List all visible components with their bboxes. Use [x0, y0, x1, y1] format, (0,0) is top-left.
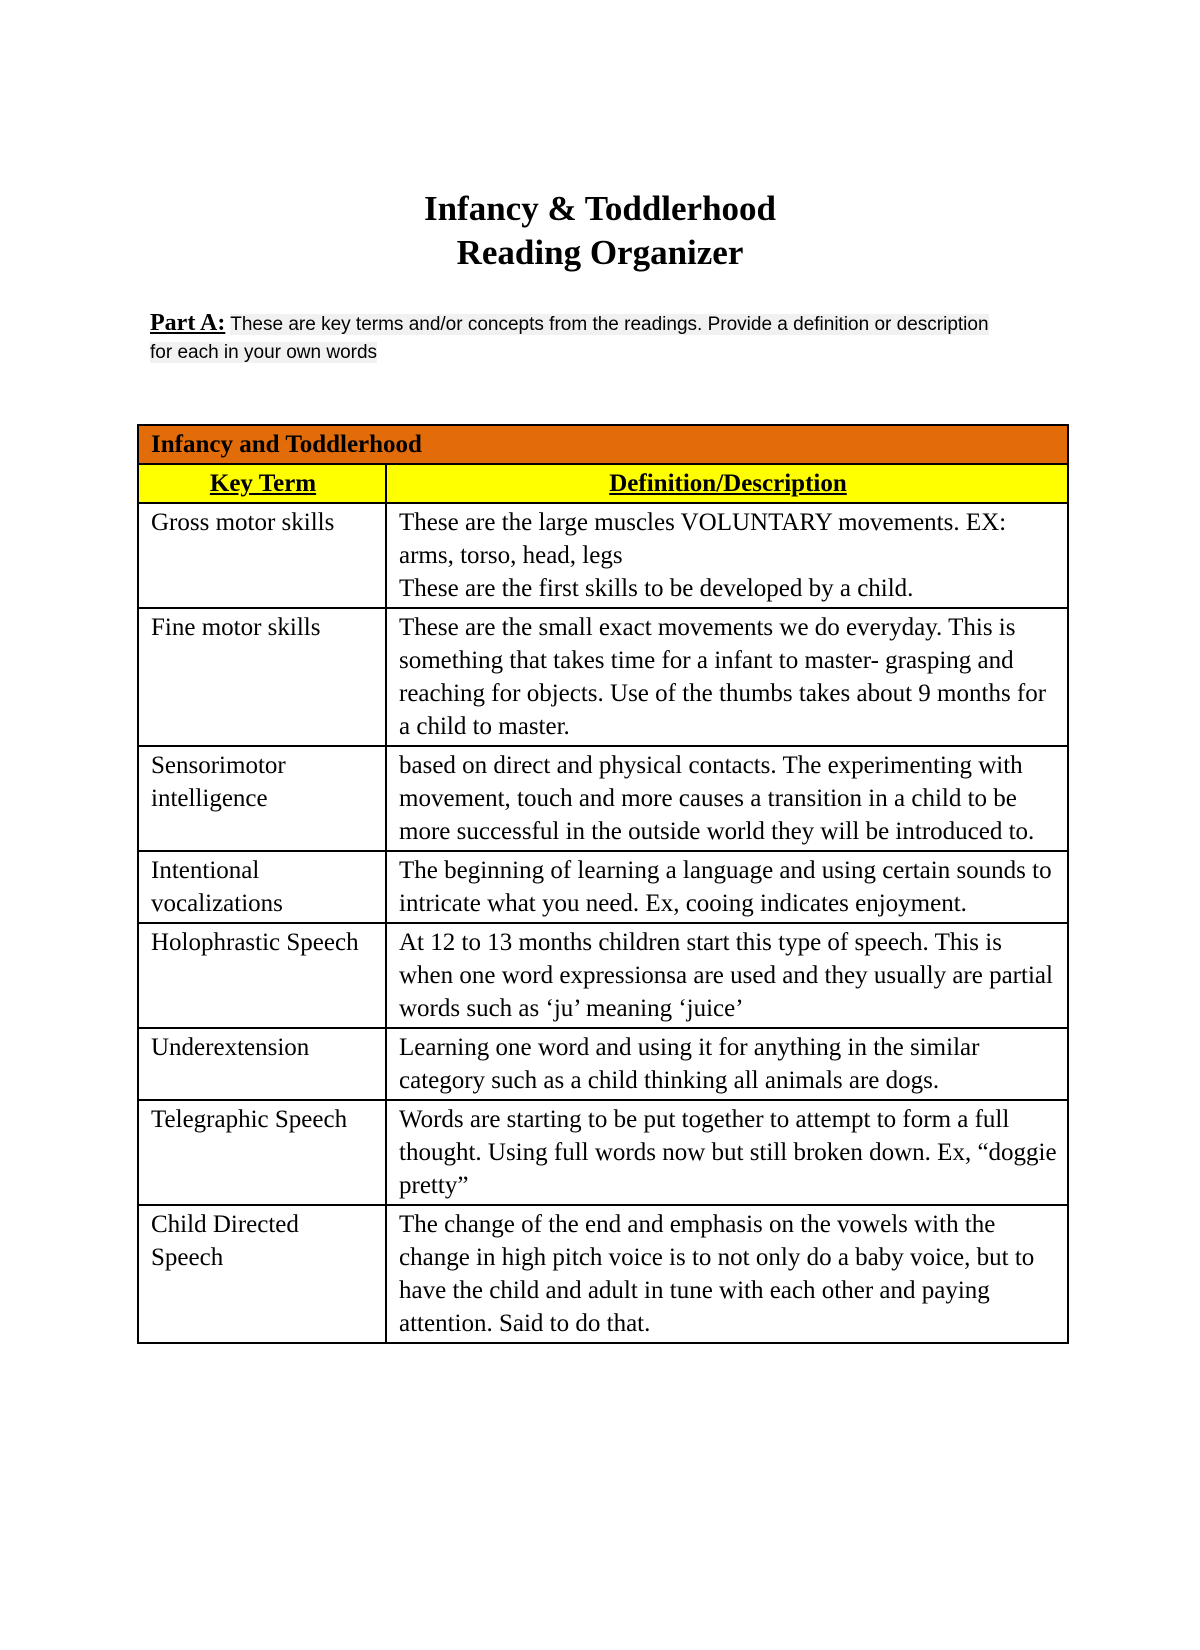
column-header-term: Key Term	[138, 464, 386, 503]
definition-cell: These are the large muscles VOLUNTARY movements. EX: arms, torso, head, legs These are the first skills to be developed by a child.	[386, 503, 1068, 608]
key-term-cell: Underextension	[138, 1028, 386, 1100]
column-header-row	[138, 464, 1068, 503]
key-term-cell: Fine motor skills	[138, 608, 386, 746]
table-row	[138, 923, 1068, 1028]
table-row	[138, 608, 1068, 746]
table-row	[138, 1100, 1068, 1205]
definition-cell: Words are starting to be put together to attempt to form a full thought. Using full words now but still broken down. Ex, “doggie pretty”	[386, 1100, 1068, 1205]
definition-cell: At 12 to 13 months children start this type of speech. This is when one word expressionsa are used and they usually are partial words such as ‘ju’ meaning ‘juice’	[386, 923, 1068, 1028]
definition-cell: based on direct and physical contacts. The experimenting with movement, touch and more causes a transition in a child to be more successful in the outside world they will be introduced to.	[386, 746, 1068, 851]
definition-cell: The beginning of learning a language and using certain sounds to intricate what you need. Ex, cooing indicates enjoyment.	[386, 851, 1068, 923]
table-row	[138, 851, 1068, 923]
title-line-1: Infancy & Toddlerhood	[423, 189, 777, 228]
section-title: Infancy and Toddlerhood	[138, 425, 1068, 464]
table-row	[138, 746, 1068, 851]
table-row	[138, 1028, 1068, 1100]
definition-cell: These are the small exact movements we do everyday. This is something that takes time for a infant to master- grasping and reaching for objects. Use of the thumbs takes about 9 months for a child to master.	[386, 608, 1068, 746]
part-a-label: Part A:	[150, 310, 226, 336]
definition-cell: The change of the end and emphasis on the vowels with the change in high pitch voice is to not only do a baby voice, but to have the child and adult in tune with each other and paying attention. Said to do that.	[386, 1205, 1068, 1343]
key-term-cell: Holophrastic Speech	[138, 923, 386, 1028]
table-row	[138, 503, 1068, 608]
key-term-cell: Sensorimotor intelligence	[138, 746, 386, 851]
column-header-definition: Definition/Description	[386, 464, 1068, 503]
key-term-cell: Child Directed Speech	[138, 1205, 386, 1343]
part-a-text: These are key terms and/or concepts from the readings. Provide a definition or description for each in your own words	[150, 314, 989, 363]
definition-cell: Learning one word and using it for anything in the similar category such as a child thinking all animals are dogs.	[386, 1028, 1068, 1100]
key-term-cell: Telegraphic Speech	[138, 1100, 386, 1205]
key-term-cell: Gross motor skills	[138, 503, 386, 608]
page-title	[0, 187, 1200, 275]
section-header-row	[138, 425, 1068, 464]
table-row	[138, 1205, 1068, 1343]
part-a-instructions	[150, 309, 990, 367]
organizer-table	[137, 424, 1069, 1344]
title-line-2: Reading Organizer	[456, 233, 744, 272]
key-term-cell: Intentional vocalizations	[138, 851, 386, 923]
